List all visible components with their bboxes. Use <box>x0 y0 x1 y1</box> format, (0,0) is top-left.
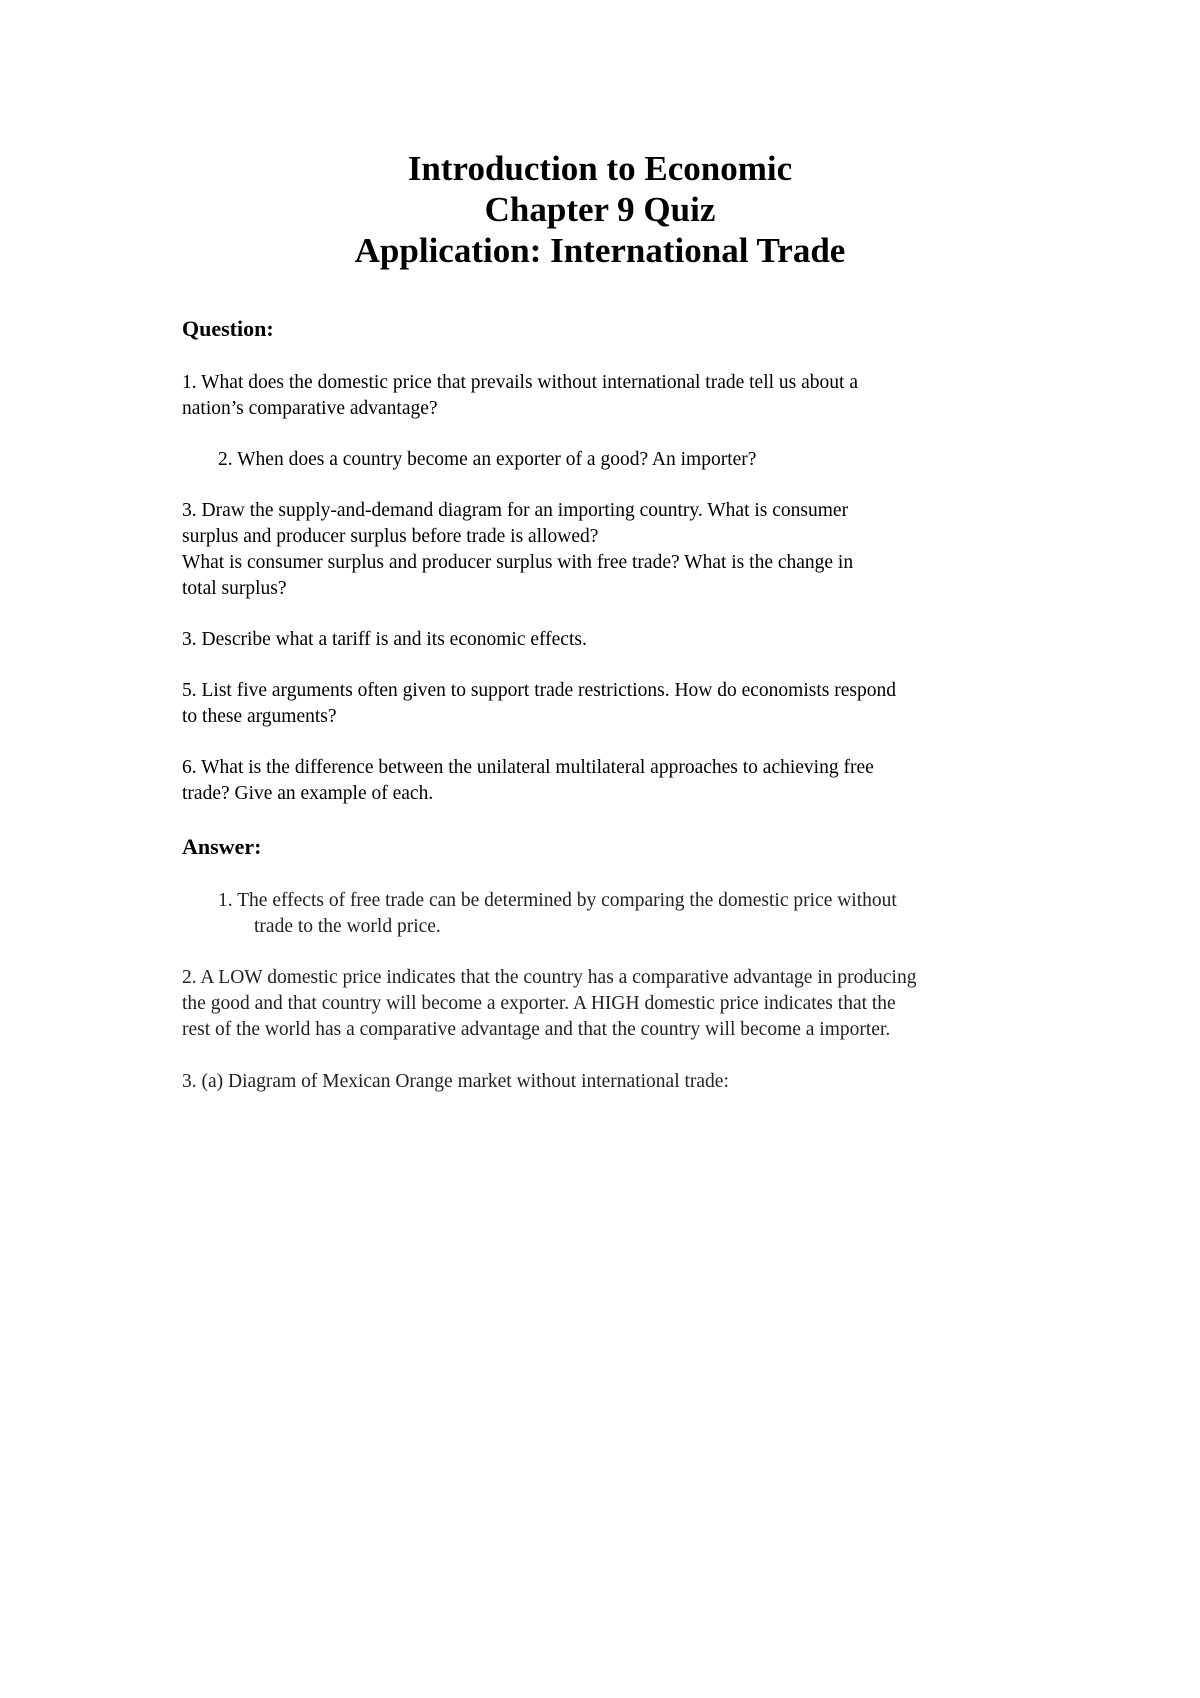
question-2-line: 2. When does a country become an exporter of a good? An importer? <box>218 449 757 470</box>
question-1-line: nation’s comparative advantage? <box>182 398 438 419</box>
question-4 <box>182 627 1042 653</box>
answer-3-line: 3. (a) Diagram of Mexican Orange market without international trade: <box>182 1071 729 1092</box>
document-title <box>0 148 1200 271</box>
question-3-line: 3. Draw the supply-and-demand diagram for an importing country. What is consumer <box>182 500 849 521</box>
title-line-course: Introduction to Economic <box>407 149 793 188</box>
question-3-line: total surplus? <box>182 578 287 599</box>
answer-2-line: rest of the world has a comparative advantage and that the country will become a importer. <box>182 1019 891 1040</box>
question-1 <box>182 370 1042 422</box>
answer-3 <box>182 1069 1042 1095</box>
question-3 <box>182 498 1042 602</box>
answer-1-line: 1. The effects of free trade can be determined by comparing the domestic price without <box>218 890 897 911</box>
title-line-topic: Application: International Trade <box>354 231 846 270</box>
question-2 <box>218 447 1078 473</box>
question-6-line: 6. What is the difference between the unilateral multilateral approaches to achieving free <box>182 757 874 778</box>
question-5 <box>182 678 1042 730</box>
question-6-line: trade? Give an example of each. <box>182 783 434 804</box>
answer-1-line: trade to the world price. <box>254 916 441 937</box>
answer-2 <box>182 965 1042 1043</box>
answers-heading: Answer: <box>182 834 262 859</box>
answer-1 <box>218 888 1078 940</box>
answer-2-line: 2. A LOW domestic price indicates that the country has a comparative advantage in producing <box>182 967 917 988</box>
question-1-line: 1. What does the domestic price that prevails without international trade tell us about a <box>182 372 858 393</box>
question-3-line: surplus and producer surplus before trade is allowed? <box>182 526 599 547</box>
question-4-line: 3. Describe what a tariff is and its economic effects. <box>182 629 587 650</box>
questions-heading: Question: <box>182 316 274 341</box>
question-6 <box>182 755 1042 807</box>
question-5-line: 5. List five arguments often given to support trade restrictions. How do economists respond <box>182 680 896 701</box>
title-line-chapter: Chapter 9 Quiz <box>484 190 716 229</box>
question-3-line: What is consumer surplus and producer surplus with free trade? What is the change in <box>182 552 854 573</box>
question-5-line: to these arguments? <box>182 706 337 727</box>
answer-2-line: the good and that country will become a exporter. A HIGH domestic price indicates that the <box>182 993 896 1014</box>
